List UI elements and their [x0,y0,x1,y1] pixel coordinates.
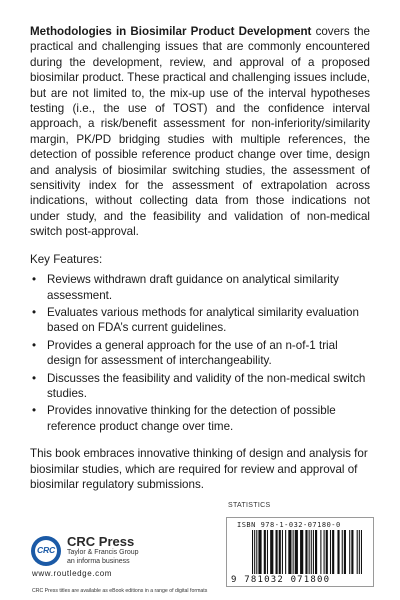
barcode-stripe [313,530,314,574]
barcode-stripe [326,530,328,574]
barcode-stripe [282,530,283,574]
barcode-stripe [300,530,303,574]
feature-text: Reviews withdrawn draft guidance on analytical similarity assessment. [47,273,339,302]
barcode-stripe [337,530,339,574]
bullet-icon: • [32,371,37,385]
list-item [30,371,370,402]
barcode-stripe [270,530,273,574]
list-item [30,338,370,369]
barcode-number: 9 781032 071800 [231,575,331,585]
publisher-block [67,534,217,566]
barcode-stripe [324,530,325,574]
barcode-stripe [349,530,350,574]
list-item [30,403,370,434]
book-title: Methodologies in Biosimilar Product Development [30,25,312,38]
key-features-heading: Key Features: [30,252,103,266]
publisher-name: CRC Press [67,534,135,549]
barcode-stripe [342,530,343,574]
barcode-stripe [288,530,291,574]
barcode-stripe [305,530,307,574]
intro-paragraph [30,24,370,240]
feature-text: Evaluates various methods for analytical similarity evaluation based on FDA’s current guidelines. [47,305,359,335]
barcode-stripe [311,530,312,574]
isbn-label: ISBN 978-1-032-07180-0 [237,521,341,529]
barcode-stripe [252,530,253,574]
subject-category: STATISTICS [228,502,271,509]
feature-text: Discusses the feasibility and validity of the non-medical switch studies. [47,371,366,400]
ebook-footnote: CRC Press titles are available as eBook editions in a range of digital formats [32,588,208,594]
closing-paragraph: This book embraces innovative thinking of design and analysis for biosimilar studies, which are required for review and approval of biosimilar regulatory submissions. [30,447,368,491]
barcode-stripe [320,530,321,574]
publisher-business: an informa business [67,557,130,565]
list-item [30,305,370,336]
barcode-stripe [267,530,268,574]
publisher-website-link[interactable]: www.routledge.com [32,569,113,578]
feature-text: Provides a general approach for the use of an n-of-1 trial design for assessment of interchangeability. [47,338,338,368]
barcode-panel [226,517,374,587]
barcode-stripe [285,530,286,574]
barcode-stripe [351,530,353,574]
barcode-stripe [309,530,310,574]
feature-text: Provides innovative thinking for the detection of possible reference product change over time. [47,404,336,433]
crc-press-logo-icon [31,536,61,566]
key-features-list [30,272,370,434]
barcode-stripe [276,530,278,574]
barcode-stripe [359,530,360,574]
bullet-icon: • [32,404,37,418]
bullet-icon: • [32,273,37,287]
barcode-stripe [361,530,362,574]
barcode-stripe [279,530,281,574]
barcode-icon [251,530,363,574]
barcode-stripe [330,530,331,574]
barcode-stripe [332,530,334,574]
barcode-stripe [254,530,255,574]
bullet-icon: • [32,338,37,352]
bullet-icon: • [32,305,37,319]
barcode-stripe [344,530,346,574]
logo-mark: CRC [36,545,56,555]
barcode-stripe [357,530,358,574]
barcode-stripe [258,530,261,574]
barcode-stripe [295,530,298,574]
description [30,24,370,492]
publisher-group: Taylor & Francis Group [67,549,139,556]
barcode-stripe [293,530,294,574]
barcode-stripe [315,530,317,574]
barcode-stripe [264,530,266,574]
intro-text: covers the practical and challenging issues that are commonly encountered during the development, review, and approval of a proposed biosimilar product. These practical and challenging issues include, but are not limited to, the mix-up use of the interval hypotheses testing (i.e., the use of TOST) and the confidence interval approach, a risk/benefit assessment for non-inferiority/similarity margin, PK/PD bridging studies with multiple references, the detection of possible reference product change over time, design and analysis of biosimilar switching studies, the assessment of sensitivity index for the assessment of extrapolation across indications, without collecting data from those indications not under study, and the feasibility and validation of non-medical switch post-approval. [30,25,370,239]
barcode-stripe [256,530,257,574]
list-item [30,272,370,303]
